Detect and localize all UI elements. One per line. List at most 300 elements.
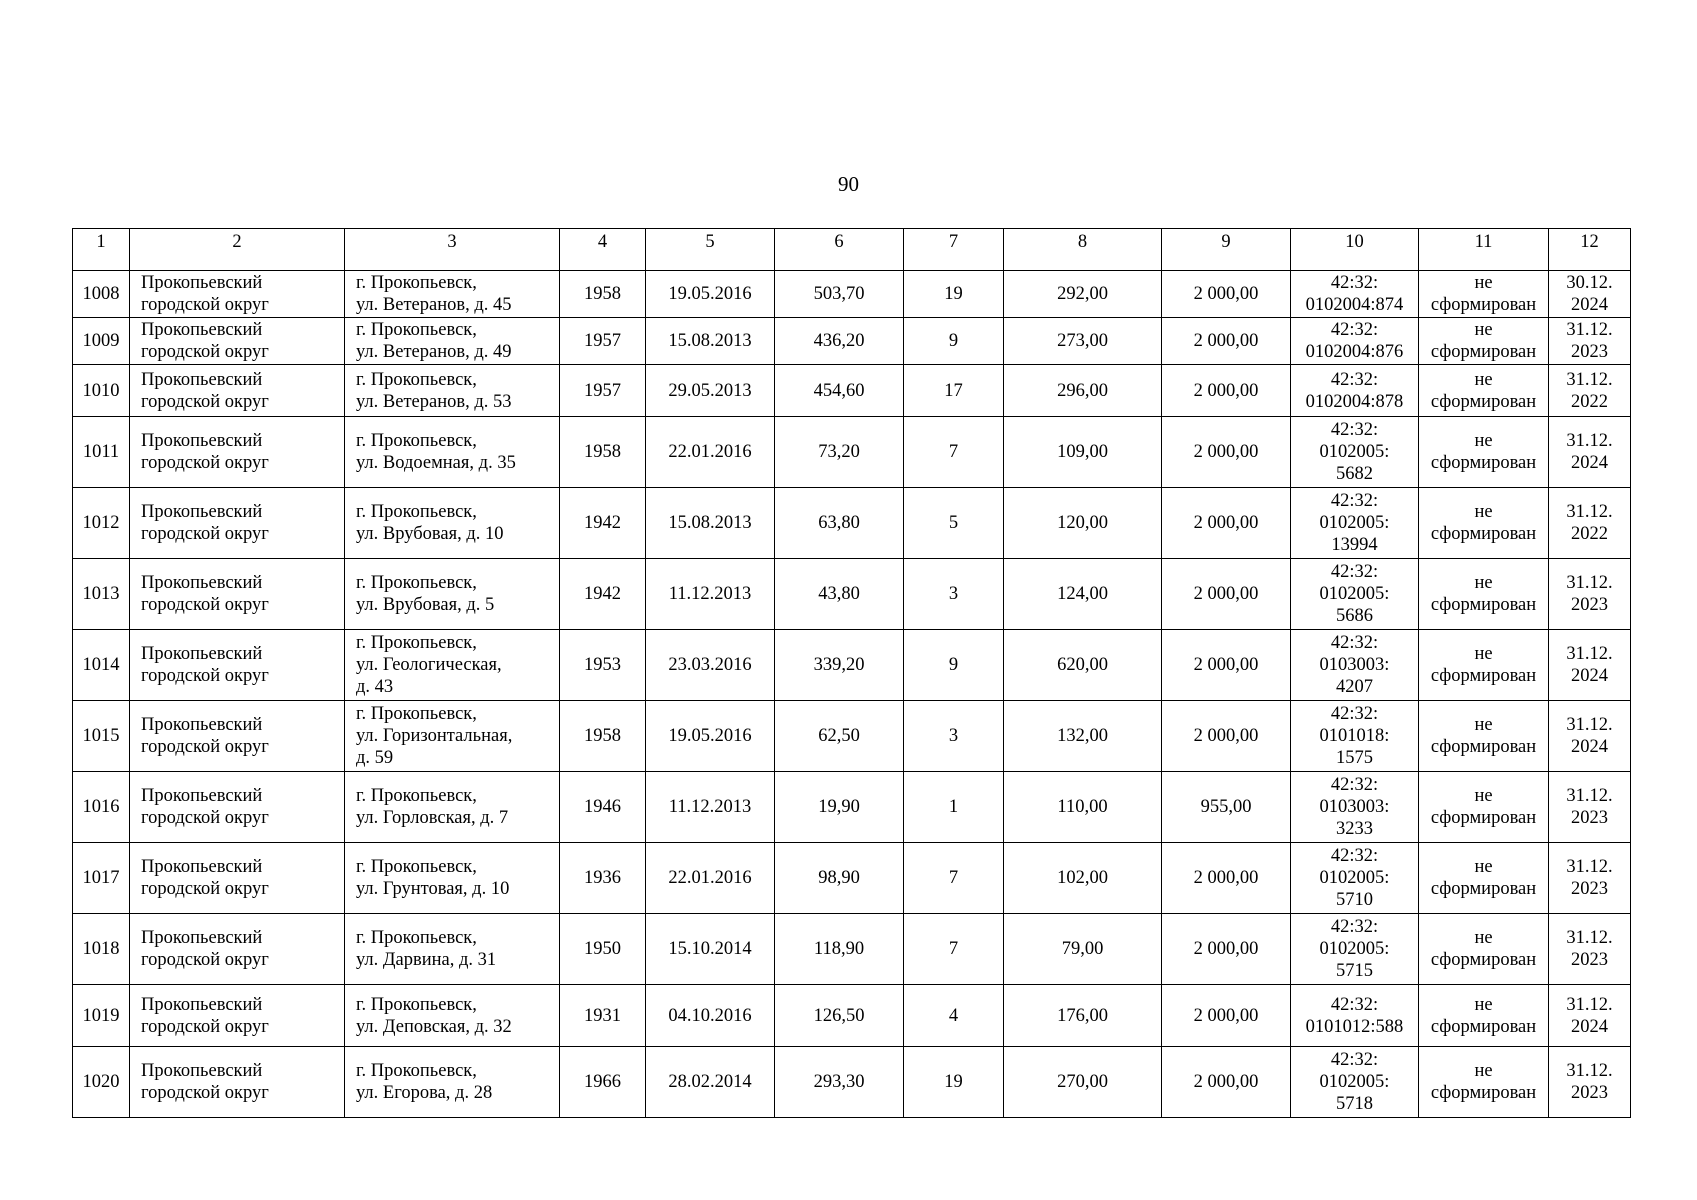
cell-deadline <box>1549 843 1631 914</box>
cell-address-line: ул. Ветеранов, д. 53 <box>356 391 512 412</box>
cell-address-line: ул. Водоемная, д. 35 <box>356 453 516 473</box>
table-row <box>73 271 1631 318</box>
cell-district <box>130 1047 345 1118</box>
cell-area: 19,90 <box>775 772 904 843</box>
cell-deadline <box>1549 914 1631 985</box>
cell-address-line: ул. Грунтовая, д. 10 <box>356 879 510 899</box>
cell-value-9: 2 000,00 <box>1162 417 1291 488</box>
cell-cadastral-line: 42:32: <box>1330 917 1379 937</box>
cell-status-line: не <box>1474 320 1493 340</box>
cell-area: 63,80 <box>775 488 904 559</box>
cell-status-line: сформирован <box>1430 1083 1537 1103</box>
cell-cadastral <box>1291 985 1419 1047</box>
cell-district-line: Прокопьевский <box>141 857 263 877</box>
cell-value-9: 2 000,00 <box>1162 318 1291 365</box>
cell-district <box>130 843 345 914</box>
cell-cadastral-line: 0103003: <box>1319 655 1390 675</box>
cell-cadastral <box>1291 488 1419 559</box>
cell-district-line: Прокопьевский <box>141 320 263 340</box>
cell-area: 503,70 <box>775 271 904 318</box>
cell-status-line: не <box>1474 369 1493 390</box>
table-row <box>73 701 1631 772</box>
cell-deadline <box>1549 365 1631 417</box>
cell-cadastral-line: 5710 <box>1336 890 1373 910</box>
cell-district-line: Прокопьевский <box>141 994 263 1015</box>
header-row <box>73 229 1631 271</box>
cell-year: 1946 <box>560 772 646 843</box>
cell-value-9: 955,00 <box>1162 772 1291 843</box>
cell-value-8: 79,00 <box>1004 914 1162 985</box>
cell-status <box>1419 1047 1549 1118</box>
cell-address-line: г. Прокопьевск, <box>356 431 477 451</box>
table-row <box>73 1047 1631 1118</box>
column-header: 9 <box>1162 229 1291 271</box>
cell-status-line: не <box>1474 644 1493 664</box>
cell-year: 1957 <box>560 365 646 417</box>
cell-address-line: г. Прокопьевск, <box>356 320 477 340</box>
cell-date: 11.12.2013 <box>646 772 775 843</box>
cell-cadastral-line: 42:32: <box>1330 633 1379 653</box>
cell-address-line: ул. Ветеранов, д. 49 <box>356 342 512 362</box>
cell-count: 7 <box>904 843 1004 914</box>
cell-value-8: 109,00 <box>1004 417 1162 488</box>
cell-status <box>1419 559 1549 630</box>
cell-status-line: не <box>1474 273 1493 293</box>
cell-number: 1009 <box>73 318 130 365</box>
cell-cadastral-line: 0102005: <box>1319 442 1390 462</box>
cell-address-line: ул. Деповская, д. 32 <box>356 1016 512 1037</box>
cell-cadastral-line: 0102005: <box>1319 939 1390 959</box>
cell-district-line: городской округ <box>141 879 269 899</box>
cell-value-9: 2 000,00 <box>1162 985 1291 1047</box>
cell-deadline-line: 31.12. <box>1566 857 1613 877</box>
cell-deadline-line: 31.12. <box>1566 320 1613 340</box>
cell-district-line: городской округ <box>141 808 269 828</box>
cell-address-line: ул. Егорова, д. 28 <box>356 1083 493 1103</box>
cell-date: 11.12.2013 <box>646 559 775 630</box>
cell-address <box>345 417 560 488</box>
cell-cadastral-line: 42:32: <box>1330 1050 1379 1070</box>
cell-cadastral-line: 1575 <box>1336 748 1373 768</box>
cell-cadastral <box>1291 843 1419 914</box>
cell-address-line: г. Прокопьевск, <box>356 573 477 593</box>
cell-cadastral-line: 0102004:878 <box>1305 391 1404 412</box>
cell-year: 1958 <box>560 701 646 772</box>
cell-count: 19 <box>904 271 1004 318</box>
cell-status <box>1419 417 1549 488</box>
cell-status <box>1419 488 1549 559</box>
cell-area: 454,60 <box>775 365 904 417</box>
cell-address <box>345 772 560 843</box>
cell-status <box>1419 701 1549 772</box>
cell-address-line: г. Прокопьевск, <box>356 502 477 522</box>
cell-status-line: не <box>1474 928 1493 948</box>
cell-deadline-line: 2024 <box>1571 737 1608 757</box>
cell-cadastral <box>1291 914 1419 985</box>
cell-status <box>1419 843 1549 914</box>
cell-address-line: д. 59 <box>356 748 394 768</box>
cell-value-8: 132,00 <box>1004 701 1162 772</box>
column-header: 10 <box>1291 229 1419 271</box>
cell-year: 1942 <box>560 559 646 630</box>
cell-address-line: ул. Дарвина, д. 31 <box>356 950 497 970</box>
cell-deadline-line: 2024 <box>1571 295 1608 315</box>
cell-address <box>345 271 560 318</box>
table-row <box>73 985 1631 1047</box>
cell-date: 15.08.2013 <box>646 318 775 365</box>
cell-cadastral-line: 42:32: <box>1330 420 1379 440</box>
cell-value-9: 2 000,00 <box>1162 843 1291 914</box>
cell-number: 1012 <box>73 488 130 559</box>
cell-count: 4 <box>904 985 1004 1047</box>
cell-deadline-line: 31.12. <box>1566 1061 1613 1081</box>
cell-value-8: 102,00 <box>1004 843 1162 914</box>
page-number: 90 <box>838 172 859 196</box>
cell-deadline-line: 31.12. <box>1566 502 1613 522</box>
cell-cadastral-line: 0102005: <box>1319 868 1390 888</box>
cell-value-8: 296,00 <box>1004 365 1162 417</box>
cell-value-8: 620,00 <box>1004 630 1162 701</box>
cell-status-line: сформирован <box>1430 879 1537 899</box>
cell-cadastral <box>1291 318 1419 365</box>
cell-status-line: сформирован <box>1430 595 1537 615</box>
cell-number: 1019 <box>73 985 130 1047</box>
table-row <box>73 630 1631 701</box>
cell-status <box>1419 318 1549 365</box>
cell-number: 1011 <box>73 417 130 488</box>
cell-cadastral <box>1291 630 1419 701</box>
cell-cadastral-line: 5686 <box>1336 606 1373 626</box>
cell-district <box>130 365 345 417</box>
table-body <box>73 229 1631 1118</box>
cell-date: 22.01.2016 <box>646 417 775 488</box>
cell-address <box>345 701 560 772</box>
cell-address-line: ул. Горловская, д. 7 <box>356 808 509 828</box>
cell-number: 1014 <box>73 630 130 701</box>
cell-value-9: 2 000,00 <box>1162 271 1291 318</box>
cell-district-line: городской округ <box>141 453 269 473</box>
cell-address-line: ул. Врубовая, д. 5 <box>356 595 495 615</box>
cell-cadastral-line: 13994 <box>1331 535 1378 555</box>
cell-deadline-line: 31.12. <box>1566 715 1613 735</box>
cell-date: 19.05.2016 <box>646 701 775 772</box>
cell-year: 1936 <box>560 843 646 914</box>
cell-address <box>345 630 560 701</box>
cell-district <box>130 772 345 843</box>
cell-value-8: 124,00 <box>1004 559 1162 630</box>
cell-area: 436,20 <box>775 318 904 365</box>
cell-cadastral <box>1291 417 1419 488</box>
cell-deadline-line: 31.12. <box>1566 431 1613 451</box>
cell-district-line: Прокопьевский <box>141 715 263 735</box>
cell-count: 3 <box>904 701 1004 772</box>
cell-date: 22.01.2016 <box>646 843 775 914</box>
cell-address-line: г. Прокопьевск, <box>356 857 477 877</box>
cell-deadline-line: 2023 <box>1571 950 1608 970</box>
cell-deadline-line: 2023 <box>1571 342 1608 362</box>
cell-value-8: 176,00 <box>1004 985 1162 1047</box>
cell-status-line: сформирован <box>1430 1016 1537 1037</box>
cell-value-9: 2 000,00 <box>1162 1047 1291 1118</box>
cell-deadline-line: 31.12. <box>1566 573 1613 593</box>
cell-date: 23.03.2016 <box>646 630 775 701</box>
cell-deadline-line: 31.12. <box>1566 994 1613 1015</box>
cell-status-line: не <box>1474 715 1493 735</box>
cell-cadastral-line: 42:32: <box>1330 491 1379 511</box>
table-row <box>73 365 1631 417</box>
cell-district-line: городской округ <box>141 666 269 686</box>
table-row <box>73 417 1631 488</box>
cell-deadline <box>1549 318 1631 365</box>
cell-value-9: 2 000,00 <box>1162 365 1291 417</box>
cell-deadline-line: 2022 <box>1571 391 1608 412</box>
cell-deadline <box>1549 1047 1631 1118</box>
cell-cadastral-line: 0101018: <box>1319 726 1390 746</box>
cell-cadastral-line: 5682 <box>1336 464 1373 484</box>
table-row <box>73 318 1631 365</box>
cell-address <box>345 914 560 985</box>
cell-district <box>130 985 345 1047</box>
cell-district <box>130 488 345 559</box>
cell-district-line: Прокопьевский <box>141 502 263 522</box>
cell-cadastral-line: 42:32: <box>1330 704 1379 724</box>
cell-cadastral <box>1291 772 1419 843</box>
cell-cadastral-line: 0103003: <box>1319 797 1390 817</box>
cell-cadastral-line: 42:32: <box>1330 562 1379 582</box>
table-row <box>73 559 1631 630</box>
cell-address-line: г. Прокопьевск, <box>356 369 477 390</box>
cell-address-line: ул. Ветеранов, д. 45 <box>356 295 512 315</box>
cell-address-line: г. Прокопьевск, <box>356 928 477 948</box>
cell-area: 62,50 <box>775 701 904 772</box>
cell-number: 1008 <box>73 271 130 318</box>
cell-deadline-line: 31.12. <box>1566 644 1613 664</box>
cell-date: 19.05.2016 <box>646 271 775 318</box>
cell-status <box>1419 365 1549 417</box>
cell-cadastral-line: 5718 <box>1336 1094 1373 1114</box>
cell-deadline-line: 2024 <box>1571 453 1608 473</box>
cell-date: 29.05.2013 <box>646 365 775 417</box>
cell-area: 118,90 <box>775 914 904 985</box>
column-header: 1 <box>73 229 130 271</box>
cell-value-9: 2 000,00 <box>1162 488 1291 559</box>
cell-status-line: не <box>1474 431 1493 451</box>
cell-cadastral-line: 42:32: <box>1330 775 1379 795</box>
cell-cadastral <box>1291 271 1419 318</box>
cell-count: 19 <box>904 1047 1004 1118</box>
cell-district-line: городской округ <box>141 342 269 362</box>
cell-district-line: Прокопьевский <box>141 644 263 664</box>
cell-cadastral-line: 0102005: <box>1319 1072 1390 1092</box>
cell-value-8: 292,00 <box>1004 271 1162 318</box>
cell-address-line: ул. Горизонтальная, <box>356 726 513 746</box>
cell-deadline-line: 31.12. <box>1566 928 1613 948</box>
cell-address-line: ул. Геологическая, <box>356 655 502 675</box>
table-row <box>73 914 1631 985</box>
cell-district-line: городской округ <box>141 391 269 412</box>
cell-district <box>130 701 345 772</box>
cell-deadline-line: 30.12. <box>1566 273 1613 293</box>
cell-status-line: не <box>1474 573 1493 593</box>
cell-date: 04.10.2016 <box>646 985 775 1047</box>
cell-district-line: Прокопьевский <box>141 573 263 593</box>
cell-cadastral-line: 42:32: <box>1330 369 1379 390</box>
cell-date: 15.08.2013 <box>646 488 775 559</box>
cell-district-line: городской округ <box>141 295 269 315</box>
cell-deadline <box>1549 772 1631 843</box>
cell-status-line: сформирован <box>1430 295 1537 315</box>
cell-number: 1015 <box>73 701 130 772</box>
cell-value-9: 2 000,00 <box>1162 630 1291 701</box>
cell-year: 1958 <box>560 271 646 318</box>
cell-address <box>345 559 560 630</box>
cell-number: 1017 <box>73 843 130 914</box>
column-header: 11 <box>1419 229 1549 271</box>
cell-deadline-line: 2024 <box>1571 1016 1608 1037</box>
cell-count: 1 <box>904 772 1004 843</box>
cell-address-line: г. Прокопьевск, <box>356 704 477 724</box>
cell-status-line: не <box>1474 857 1493 877</box>
cell-date: 28.02.2014 <box>646 1047 775 1118</box>
cell-cadastral <box>1291 1047 1419 1118</box>
table-row <box>73 843 1631 914</box>
cell-cadastral-line: 0102005: <box>1319 513 1390 533</box>
cell-deadline <box>1549 985 1631 1047</box>
cell-address <box>345 318 560 365</box>
cell-value-8: 273,00 <box>1004 318 1162 365</box>
cell-cadastral-line: 4207 <box>1336 677 1373 697</box>
registry-table <box>72 228 1631 1118</box>
cell-district-line: городской округ <box>141 737 269 757</box>
cell-cadastral-line: 0102004:874 <box>1305 295 1404 315</box>
cell-cadastral-line: 0102005: <box>1319 584 1390 604</box>
cell-deadline-line: 2024 <box>1571 666 1608 686</box>
column-header: 4 <box>560 229 646 271</box>
cell-year: 1966 <box>560 1047 646 1118</box>
cell-value-8: 120,00 <box>1004 488 1162 559</box>
cell-area: 339,20 <box>775 630 904 701</box>
cell-number: 1020 <box>73 1047 130 1118</box>
cell-cadastral-line: 3233 <box>1336 819 1373 839</box>
cell-deadline-line: 2023 <box>1571 1083 1608 1103</box>
cell-district-line: Прокопьевский <box>141 928 263 948</box>
cell-count: 7 <box>904 417 1004 488</box>
cell-cadastral-line: 42:32: <box>1330 846 1379 866</box>
cell-district <box>130 318 345 365</box>
cell-status-line: не <box>1474 786 1493 806</box>
cell-address <box>345 488 560 559</box>
cell-count: 7 <box>904 914 1004 985</box>
cell-area: 126,50 <box>775 985 904 1047</box>
cell-district-line: городской округ <box>141 524 269 544</box>
cell-district-line: Прокопьевский <box>141 273 263 293</box>
cell-deadline <box>1549 271 1631 318</box>
cell-value-9: 2 000,00 <box>1162 701 1291 772</box>
cell-cadastral-line: 0101012:588 <box>1305 1016 1404 1037</box>
cell-year: 1950 <box>560 914 646 985</box>
cell-status <box>1419 630 1549 701</box>
cell-status <box>1419 271 1549 318</box>
cell-deadline-line: 2023 <box>1571 595 1608 615</box>
cell-year: 1957 <box>560 318 646 365</box>
cell-status-line: не <box>1474 994 1493 1015</box>
column-header: 3 <box>345 229 560 271</box>
cell-count: 17 <box>904 365 1004 417</box>
cell-address <box>345 985 560 1047</box>
cell-deadline <box>1549 630 1631 701</box>
cell-cadastral-line: 42:32: <box>1330 320 1379 340</box>
cell-district <box>130 271 345 318</box>
cell-address-line: д. 43 <box>356 677 394 697</box>
column-header: 6 <box>775 229 904 271</box>
cell-deadline <box>1549 701 1631 772</box>
cell-value-8: 270,00 <box>1004 1047 1162 1118</box>
cell-status-line: сформирован <box>1430 950 1537 970</box>
cell-district-line: городской округ <box>141 1083 269 1103</box>
cell-count: 9 <box>904 318 1004 365</box>
cell-status-line: сформирован <box>1430 737 1537 757</box>
cell-district <box>130 417 345 488</box>
cell-district-line: Прокопьевский <box>141 1061 263 1081</box>
cell-year: 1958 <box>560 417 646 488</box>
cell-address-line: г. Прокопьевск, <box>356 1061 477 1081</box>
cell-address-line: г. Прокопьевск, <box>356 273 477 293</box>
cell-district-line: Прокопьевский <box>141 369 263 390</box>
cell-deadline-line: 31.12. <box>1566 786 1613 806</box>
cell-address <box>345 843 560 914</box>
table-row <box>73 488 1631 559</box>
cell-address-line: г. Прокопьевск, <box>356 633 477 653</box>
cell-district-line: городской округ <box>141 950 269 970</box>
cell-cadastral-line: 42:32: <box>1330 273 1379 293</box>
column-header: 2 <box>130 229 345 271</box>
cell-value-9: 2 000,00 <box>1162 559 1291 630</box>
cell-number: 1018 <box>73 914 130 985</box>
cell-status <box>1419 985 1549 1047</box>
cell-address-line: г. Прокопьевск, <box>356 994 477 1015</box>
cell-district-line: Прокопьевский <box>141 431 263 451</box>
cell-status-line: не <box>1474 502 1493 522</box>
cell-district-line: Прокопьевский <box>141 786 263 806</box>
cell-deadline-line: 2022 <box>1571 524 1608 544</box>
cell-deadline-line: 31.12. <box>1566 369 1613 390</box>
cell-address-line: ул. Врубовая, д. 10 <box>356 524 504 544</box>
cell-district-line: городской округ <box>141 595 269 615</box>
cell-status-line: сформирован <box>1430 453 1537 473</box>
cell-address <box>345 365 560 417</box>
cell-status-line: сформирован <box>1430 666 1537 686</box>
cell-cadastral-line: 0102004:876 <box>1305 342 1404 362</box>
cell-district <box>130 914 345 985</box>
column-header: 5 <box>646 229 775 271</box>
cell-deadline <box>1549 417 1631 488</box>
cell-status-line: сформирован <box>1430 524 1537 544</box>
cell-status <box>1419 914 1549 985</box>
cell-district-line: городской округ <box>141 1016 269 1037</box>
column-header: 12 <box>1549 229 1631 271</box>
cell-cadastral-line: 5715 <box>1336 961 1373 981</box>
column-header: 7 <box>904 229 1004 271</box>
cell-status-line: сформирован <box>1430 391 1537 412</box>
cell-count: 3 <box>904 559 1004 630</box>
cell-address <box>345 1047 560 1118</box>
cell-number: 1016 <box>73 772 130 843</box>
cell-district <box>130 630 345 701</box>
cell-area: 293,30 <box>775 1047 904 1118</box>
cell-area: 43,80 <box>775 559 904 630</box>
cell-deadline-line: 2023 <box>1571 808 1608 828</box>
cell-cadastral <box>1291 701 1419 772</box>
